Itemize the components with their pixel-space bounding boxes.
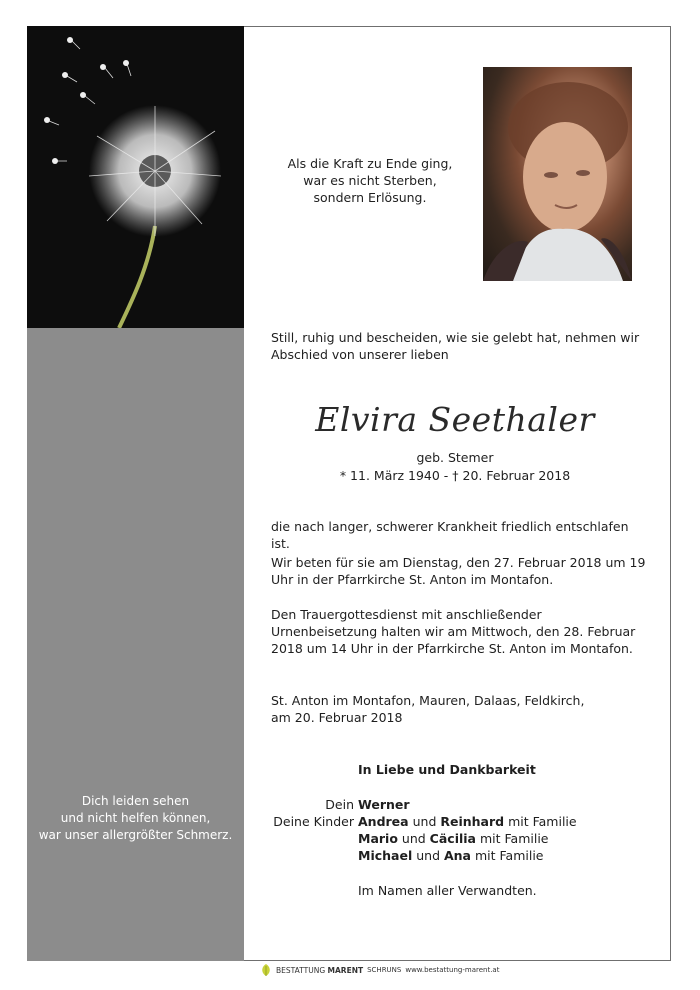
sidebar-quote	[27, 793, 244, 844]
place-line: St. Anton im Montafon, Mauren, Dalaas, Feldkirch,	[271, 693, 585, 708]
child-name: Michael	[358, 848, 413, 863]
brand-b: MARENT	[327, 965, 364, 975]
date-line: am 20. Februar 2018	[271, 710, 403, 725]
top-quote-line: sondern Erlösung.	[313, 190, 427, 205]
footer-url[interactable]: www.bestattung-marent.at	[405, 966, 500, 974]
child-name: Mario	[358, 831, 398, 846]
thanks-heading: In Liebe und Dankbarkeit	[358, 762, 536, 777]
life-dates: * 11. März 1940 - † 20. Februar 2018	[339, 468, 571, 483]
deceased-name: Elvira Seethaler	[315, 400, 595, 439]
brand-a: BESTATTUNG	[276, 965, 326, 975]
portrait-photo	[483, 67, 632, 281]
family-suffix: mit Familie	[479, 831, 549, 846]
footer-brand	[276, 966, 363, 975]
portrait-icon	[483, 67, 632, 281]
sidebar-quote-line: und nicht helfen können,	[60, 811, 211, 825]
and-word: und	[401, 831, 426, 846]
child-name: Ana	[443, 848, 471, 863]
child-name: Andrea	[358, 814, 409, 829]
family-line	[358, 813, 658, 830]
and-word: und	[416, 848, 440, 863]
family-suffix: mit Familie	[474, 848, 544, 863]
service-paragraph: Den Trauergottesdienst mit anschließender Urnenbeisetzung halten wir am Mittwoch, den 28. Februar 2018 um 14 Uhr in der Pfarrkirche St. Anton im Montafon.	[271, 607, 636, 656]
husband-name	[358, 796, 658, 813]
closing-line: Im Namen aller Verwandten.	[358, 883, 537, 898]
top-quote	[260, 155, 480, 206]
footer	[260, 963, 499, 977]
family-suffix: mit Familie	[508, 814, 577, 829]
dandelion-photo	[27, 26, 244, 328]
death-paragraph: die nach langer, schwerer Krankheit friedlich entschlafen ist.	[271, 519, 629, 551]
family-line	[358, 847, 658, 864]
birth-name: geb. Stemer	[416, 450, 494, 465]
footer-town: SCHRUNS	[367, 966, 402, 974]
children-label: Deine Kinder	[273, 814, 354, 829]
place-date	[271, 692, 651, 726]
sidebar-quote-line: war unser allergrößter Schmerz.	[38, 828, 233, 842]
prayer-paragraph: Wir beten für sie am Dienstag, den 27. Februar 2018 um 19 Uhr in der Pfarrkirche St. Anton im Montafon.	[271, 555, 646, 587]
sidebar-quote-line: Dich leiden sehen	[81, 794, 190, 808]
top-quote-line: war es nicht Sterben,	[303, 173, 437, 188]
dandelion-icon	[27, 26, 244, 328]
leaf-logo-icon	[260, 963, 272, 977]
grey-sidebar	[27, 328, 244, 961]
top-quote-line: Als die Kraft zu Ende ging,	[287, 156, 453, 171]
child-name: Cäcilia	[429, 831, 476, 846]
family-line	[358, 830, 658, 847]
intro-text: Still, ruhig und bescheiden, wie sie gelebt hat, nehmen wir Abschied von unserer lieben	[271, 330, 640, 362]
child-name: Reinhard	[440, 814, 505, 829]
and-word: und	[412, 814, 437, 829]
husband-label: Dein	[325, 797, 354, 812]
husband: Werner	[358, 797, 410, 812]
